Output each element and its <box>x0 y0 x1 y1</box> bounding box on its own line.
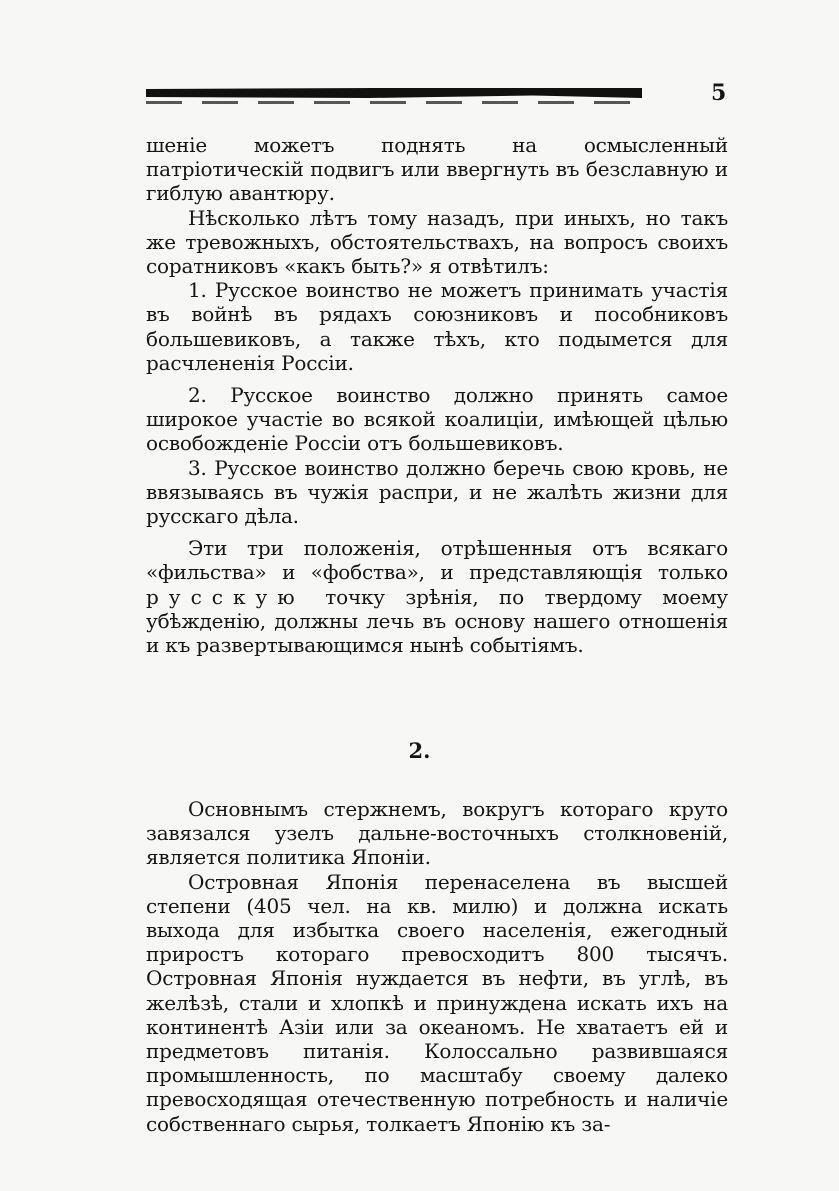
conclusion-spaced-word: русскую <box>146 584 305 609</box>
paragraph-japan-overpopulation: Островная Японія перенаселена въ высшей степени (405 чел. на кв. милю) и должна искать выхода для избытка своего населенія, ежегодный приростъ котораго превосходитъ 800 тысячъ. Островная Японія нуждается въ нефти, въ углѣ, въ желѣзѣ, стали и хлопкѣ и принуждена искать ихъ на континентѣ Азіи или за океаномъ. Не хватаетъ ей и предметовъ питанія. Колоссально развившаяся промышленность, по масштабу своему далеко превосходящая отечественную потребность и наличіе собственнаго сырья, толкаетъ Японію къ за- <box>146 869 728 1136</box>
paragraph-continuation: шеніе можетъ поднять на осмысленный патріотическій подвигъ или ввергнуть въ безславную и гиблую авантюру. <box>146 133 728 206</box>
conclusion-text-a: Эти три положенія, отрѣшенныя отъ всякаго «фильства» и «фобства», и представляющія только <box>146 536 728 585</box>
paragraph-point-3: 3. Русское воинство должно беречь свою кровь, не ввязываясь въ чужія распри, и не жалѣть жизни для русскаго дѣла. <box>146 455 728 529</box>
text-block-part1 <box>146 133 728 657</box>
header-rule-thin <box>146 101 642 104</box>
paragraph-japan-policy: Основнымъ стержнемъ, вокругъ котораго круто завязался узелъ дальне-восточныхъ столкновеній, является политика Японіи. <box>146 797 728 870</box>
paragraph-point-2: 2. Русское воинство должно принять самое широкое участіе во всякой коалиціи, имѣющей цѣлью освобожденіе Россіи отъ большевиковъ. <box>146 383 728 456</box>
text-block-part2 <box>146 797 728 1136</box>
paragraph-point-1: 1. Русское воинство не можетъ принимать участія въ войнѣ въ рядахъ союзниковъ и пособниковъ большевиковъ, а также тѣхъ, кто подымется для расчлененія Россіи. <box>146 278 728 375</box>
page-number: 5 <box>711 80 727 106</box>
paragraph-conclusion <box>146 536 728 657</box>
conclusion-text-b: точку зрѣнія, по твердому моему убѣжденію, должны лечь въ основу нашего отношенія и къ развертывающимся нынѣ событіямъ. <box>146 584 728 658</box>
header-rule <box>146 88 642 98</box>
paragraph-question: Нѣсколько лѣтъ тому назадъ, при иныхъ, но такъ же тревожныхъ, обстоятельствахъ, на вопросъ своихъ соратниковъ «какъ быть?» я отвѣтилъ: <box>146 205 728 279</box>
section-number: 2. <box>408 738 431 763</box>
